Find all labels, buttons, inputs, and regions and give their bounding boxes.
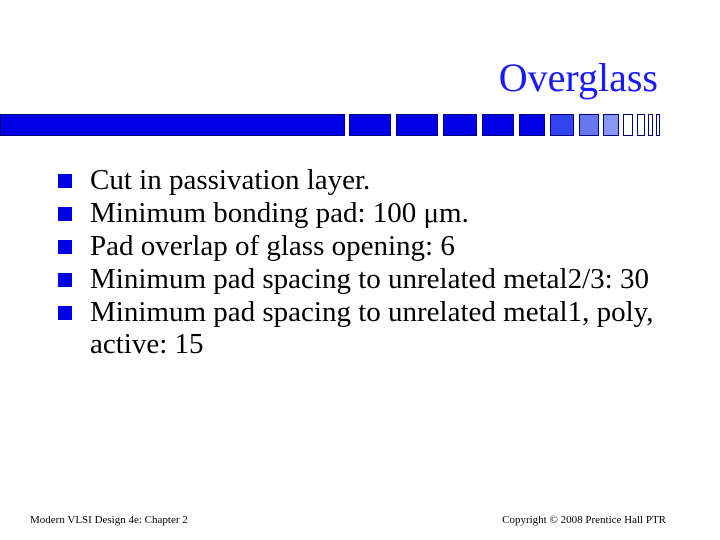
title-bar-segment bbox=[648, 114, 653, 136]
bullet-item bbox=[58, 164, 678, 196]
square-bullet-icon bbox=[58, 240, 72, 254]
title-bar-segment bbox=[443, 114, 477, 136]
title-bar-segment bbox=[623, 114, 633, 136]
title-bar-segment bbox=[579, 114, 599, 136]
title-decoration-bar bbox=[0, 114, 720, 138]
title-bar-segment bbox=[637, 114, 645, 136]
bullet-text: Cut in passivation layer. bbox=[90, 164, 371, 196]
title-bar-segment bbox=[482, 114, 514, 136]
title-bar-segment bbox=[550, 114, 574, 136]
title-bar-segment bbox=[349, 114, 391, 136]
bullet-text: Minimum bonding pad: 100 μm. bbox=[90, 197, 469, 229]
square-bullet-icon bbox=[58, 306, 72, 320]
square-bullet-icon bbox=[58, 273, 72, 287]
title-bar-segment bbox=[656, 114, 660, 136]
bullet-text: Minimum pad spacing to unrelated metal1, poly, active: 15 bbox=[90, 296, 654, 360]
title-bar-segment bbox=[0, 114, 345, 136]
square-bullet-icon bbox=[58, 174, 72, 188]
footer-copyright: Copyright © 2008 Prentice Hall PTR bbox=[502, 514, 666, 526]
bullet-item bbox=[58, 230, 678, 262]
title-bar-segment bbox=[519, 114, 545, 136]
bullet-item bbox=[58, 197, 678, 229]
square-bullet-icon bbox=[58, 207, 72, 221]
bullet-item bbox=[58, 263, 678, 295]
bullet-list bbox=[58, 164, 678, 361]
footer-book-title: Modern VLSI Design 4e: Chapter 2 bbox=[30, 514, 188, 526]
bullet-item bbox=[58, 296, 678, 360]
bullet-text: Minimum pad spacing to unrelated metal2/3: 30 bbox=[90, 263, 649, 295]
title-bar-segment bbox=[396, 114, 438, 136]
bullet-text: Pad overlap of glass opening: 6 bbox=[90, 230, 455, 262]
slide-title: Overglass bbox=[498, 55, 658, 100]
title-bar-segment bbox=[603, 114, 619, 136]
